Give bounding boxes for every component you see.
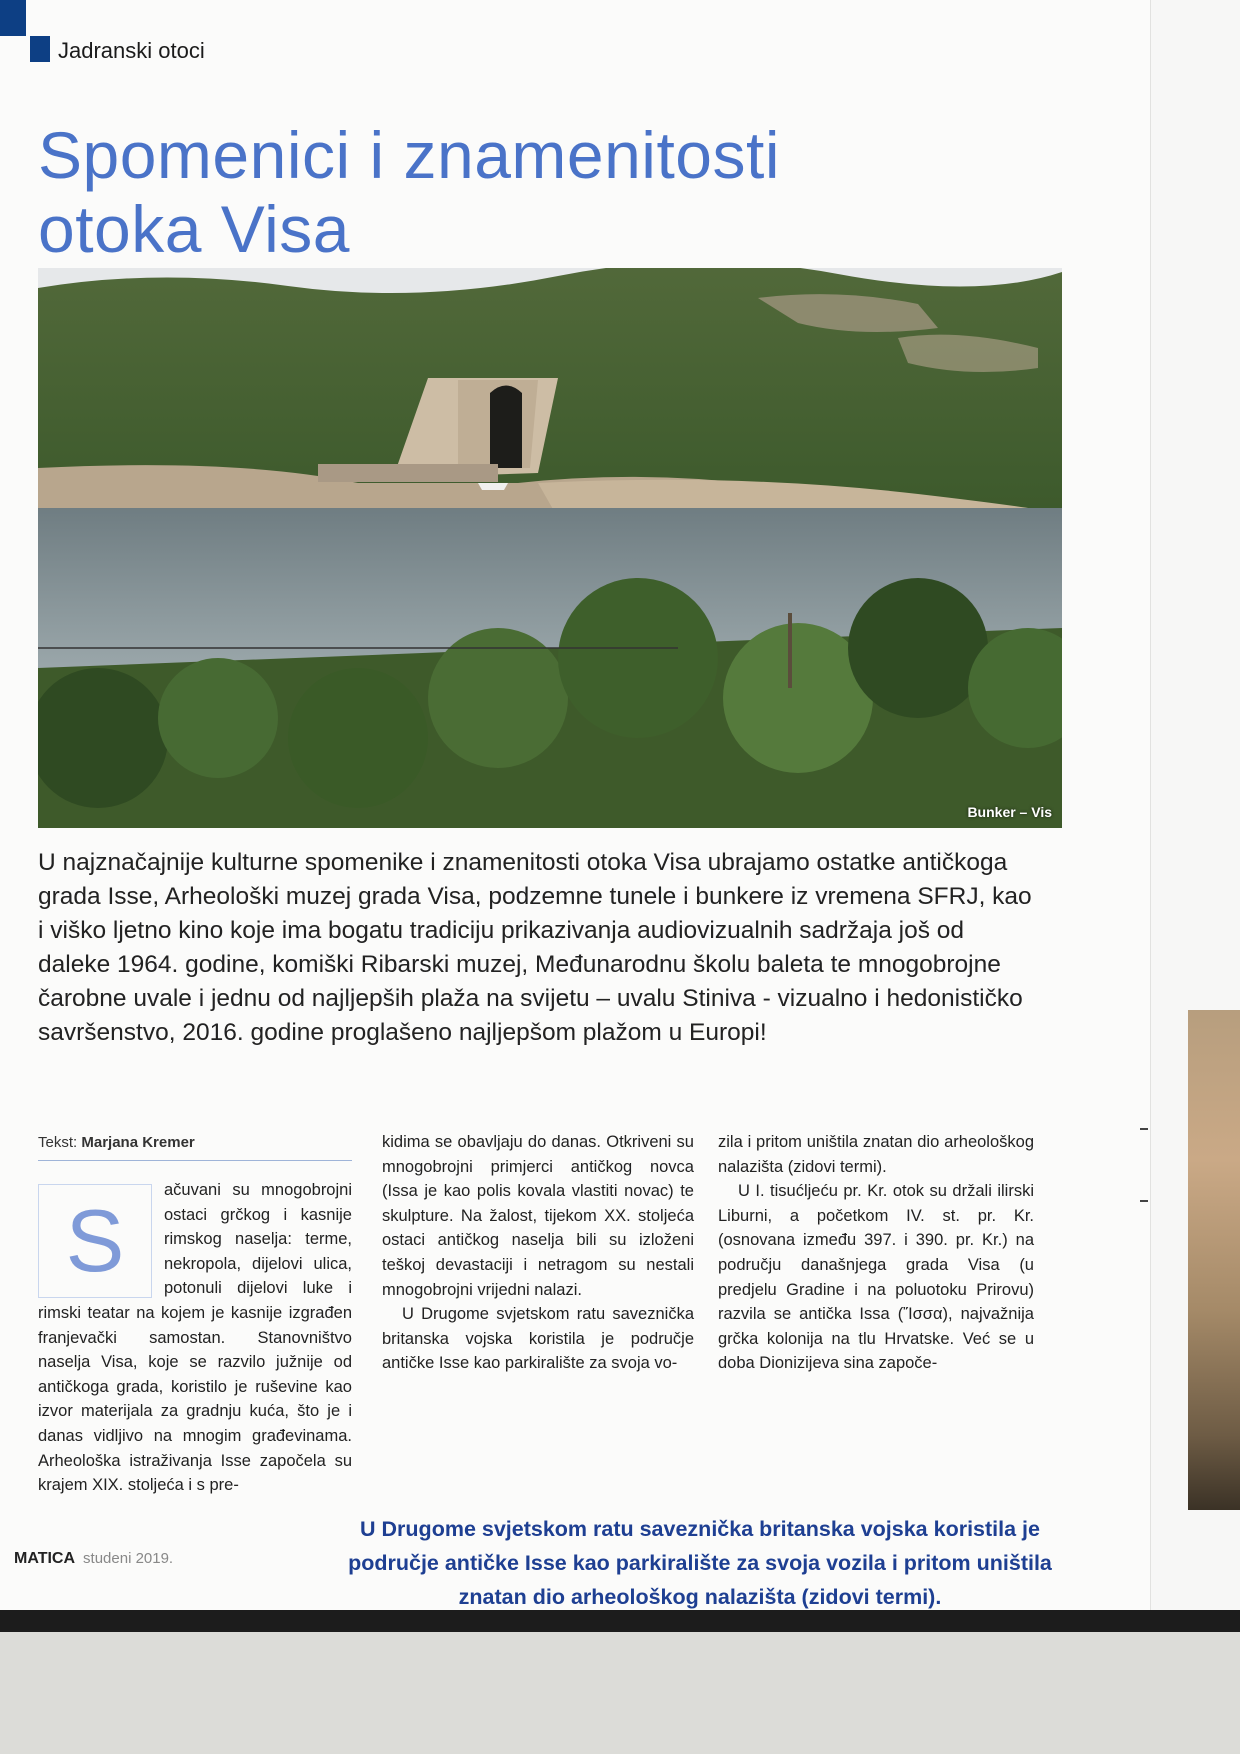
article-column-2 bbox=[382, 1130, 694, 1376]
bunker-photo bbox=[38, 268, 1062, 828]
section-marker bbox=[30, 36, 50, 62]
column-1-text: ačuvani su mnogobrojni ostaci grčkog i kasnije rimskog naselja: terme, nekropola, dijelovi ulica, potonuli dijelovi luke i rimski teatar na kojem je kasnije izgrađen franjevački samostan. Stanovništvo naselja Visa, koje se razvilo južnije od antičkoga grada, koristilo je ruševine kao izvor materijala za gradnju kuća, što je i danas vidljivo na mnogim građevinama. Arheološka istraživanja Isse započela su krajem XIX. stoljeća i s pre- bbox=[38, 1181, 352, 1495]
title-line-1: Spomenici i znamenitosti bbox=[38, 118, 780, 192]
magazine-name: MATICA bbox=[14, 1550, 76, 1567]
column-3-paragraph-1: zila i pritom uništila znatan dio arheološkog nalazišta (zidovi termi). bbox=[718, 1133, 1034, 1176]
title-line-2: otoka Visa bbox=[38, 192, 350, 266]
byline-label: Tekst: bbox=[38, 1134, 78, 1151]
corner-marker bbox=[0, 0, 26, 36]
column-2-paragraph-2: U Drugome svjetskom ratu saveznička britanska vojska koristila je područje antičke Isse kao parkiralište za svoja vo- bbox=[382, 1305, 694, 1373]
bunker-photo-illustration bbox=[38, 268, 1062, 828]
article-column-3 bbox=[718, 1130, 1034, 1376]
issue-date: studeni 2019. bbox=[83, 1550, 174, 1567]
crop-tick bbox=[1140, 1200, 1148, 1202]
byline bbox=[38, 1134, 195, 1151]
next-page-photo-edge bbox=[1188, 1010, 1240, 1510]
crop-tick bbox=[1140, 1128, 1148, 1130]
drop-cap: S bbox=[38, 1184, 152, 1298]
page-footer bbox=[14, 1550, 173, 1568]
article-title bbox=[38, 118, 938, 266]
scan-background-light bbox=[0, 1632, 1240, 1754]
section-title: Jadranski otoci bbox=[58, 38, 205, 63]
byline-author: Marjana Kremer bbox=[81, 1134, 195, 1151]
article-column-1 bbox=[38, 1178, 352, 1498]
lead-paragraph: U najznačajnije kulturne spomenike i znamenitosti otoka Visa ubrajamo ostatke antičkoga grada Isse, Arheološki muzej grada Visa, podzemne tunele i bunkere iz vremena SFRJ, kao i viško ljetno kino koje ima bogatu tradiciju prikazivanja audiovizualnih sadržaja još od daleke 1964. godine, komiški Ribarski muzej, Međunarodnu školu baleta te mnogobrojne čarobne uvale i jednu od najljepših plaža na svijetu – uvalu Stiniva - vizualno i hedonističko savršenstvo, 2016. godine proglašeno najljepšom plažom u Europi! bbox=[38, 849, 1032, 1046]
column-3-paragraph-2: U I. tisućljeću pr. Kr. otok su držali ilirski Liburni, a početkom IV. st. pr. Kr. (osnovana između 397. i 390. pr. Kr.) na području današnjega grada Visa (u predjelu Gradine i na poluotoku Prirovu) razvila se antička Issa (Ἴσσα), najvažnija grčka kolonija na tlu Hrvatske. Već se u doba Dionizijeva sina započe- bbox=[718, 1182, 1034, 1373]
column-2-paragraph-1: kidima se obavljaju do danas. Otkriveni su mnogobrojni primjerci antičkog novca (Issa je kao polis kovala vlastiti novac) te skulpture. Na žalost, tijekom XX. stoljeća ostaci antičkog naselja bili su izloženi teškoj devastaciji i netragom su nestali mnogobrojni vrijedni nalazi. bbox=[382, 1133, 694, 1299]
photo-caption: Bunker – Vis bbox=[967, 804, 1052, 820]
pull-quote: U Drugome svjetskom ratu saveznička britanska vojska koristila je područje antičke Isse kao parkiralište za svoja vozila i pritom uništila znatan dio arheološkog nalazišta (zidovi termi). bbox=[348, 1517, 1052, 1609]
byline-divider bbox=[38, 1160, 352, 1161]
